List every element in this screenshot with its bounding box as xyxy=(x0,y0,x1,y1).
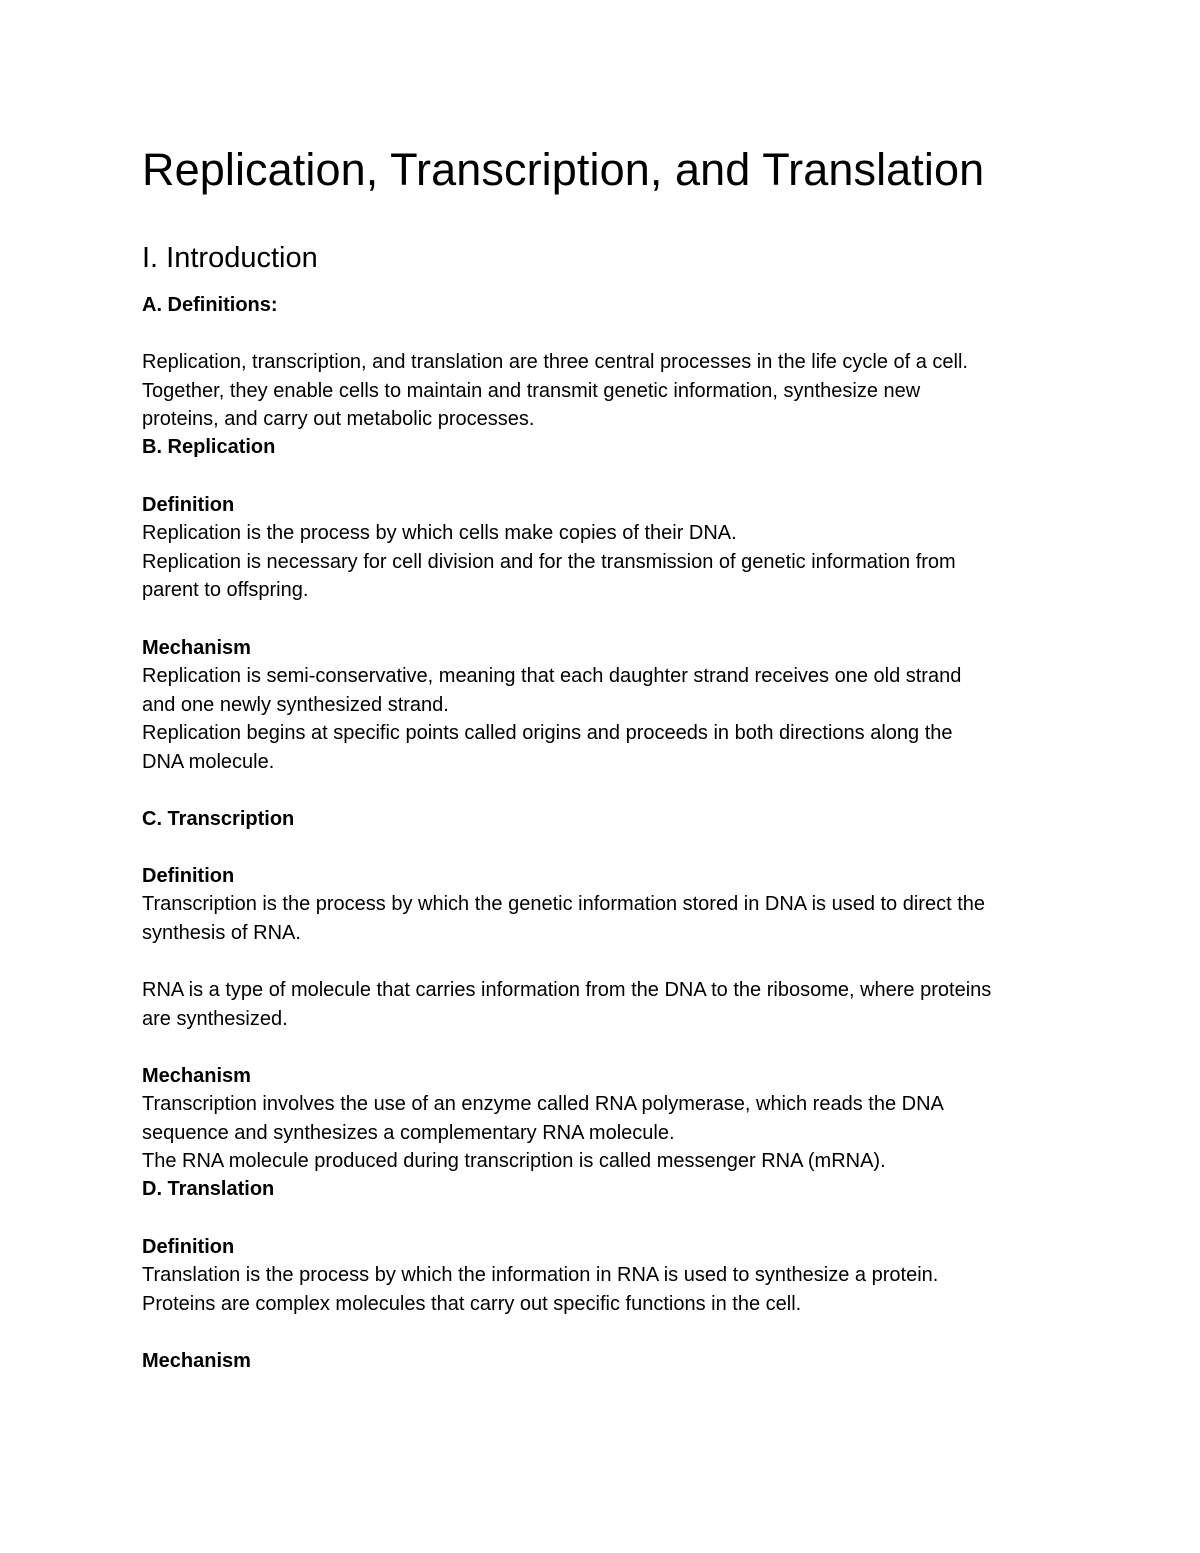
transcription-mechanism-line: Transcription involves the use of an enzyme called RNA polymerase, which reads the DNA xyxy=(142,1093,944,1115)
replication-mechanism-line: Replication begins at specific points called origins and proceeds in both directions along the xyxy=(142,722,953,745)
transcription-heading: C. Transcription xyxy=(142,808,295,830)
replication-mechanism-line: and one newly synthesized strand. xyxy=(142,693,449,716)
replication-definition-line: Replication is necessary for cell division and for the transmission of genetic information from xyxy=(142,550,956,573)
transcription-definition-line: synthesis of RNA. xyxy=(142,921,301,944)
translation-mechanism-label: Mechanism xyxy=(142,1350,251,1372)
transcription-mechanism-label: Mechanism xyxy=(142,1065,251,1087)
definitions-line: Together, they enable cells to maintain and transmit genetic information, synthesize new xyxy=(142,379,921,402)
translation-definition-label: Definition xyxy=(142,1236,235,1258)
section-heading-introduction: I. Introduction xyxy=(142,242,318,274)
replication-definition-line: parent to offspring. xyxy=(142,579,309,602)
definitions-line: Replication, transcription, and translation are three central processes in the life cycle of a cell. xyxy=(142,351,968,373)
translation-definition-paragraph xyxy=(142,1261,1072,1318)
translation-definition-line: Proteins are complex molecules that carry out specific functions in the cell. xyxy=(142,1292,802,1315)
replication-definition-paragraph xyxy=(142,519,1072,605)
replication-definition-line: Replication is the process by which cells make copies of their DNA. xyxy=(142,522,737,544)
transcription-mechanism-line: The RNA molecule produced during transcription is called messenger RNA (mRNA). xyxy=(142,1150,886,1173)
translation-definition-line: Translation is the process by which the information in RNA is used to synthesize a protein. xyxy=(142,1264,939,1286)
replication-mechanism-paragraph xyxy=(142,662,1072,776)
document-page xyxy=(142,142,1072,198)
transcription-rna-paragraph xyxy=(142,976,1072,1033)
definitions-paragraph xyxy=(142,348,1072,434)
transcription-definition-label: Definition xyxy=(142,865,235,887)
document-title: Replication, Transcription, and Translation xyxy=(142,144,985,195)
replication-mechanism-line: DNA molecule. xyxy=(142,750,275,773)
definitions-heading: A. Definitions: xyxy=(142,294,278,316)
translation-heading: D. Translation xyxy=(142,1178,275,1200)
transcription-rna-line: RNA is a type of molecule that carries information from the DNA to the ribosome, where proteins xyxy=(142,979,992,1001)
transcription-rna-line: are synthesized. xyxy=(142,1007,288,1030)
replication-heading: B. Replication xyxy=(142,436,276,458)
transcription-definition-line: Transcription is the process by which the genetic information stored in DNA is used to direct the xyxy=(142,893,985,915)
replication-mechanism-line: Replication is semi-conservative, meaning that each daughter strand receives one old strand xyxy=(142,665,962,687)
definitions-line: proteins, and carry out metabolic processes. xyxy=(142,408,535,431)
transcription-definition-paragraph xyxy=(142,890,1072,947)
replication-mechanism-label: Mechanism xyxy=(142,637,251,659)
transcription-mechanism-paragraph xyxy=(142,1090,1072,1176)
transcription-mechanism-line: sequence and synthesizes a complementary RNA molecule. xyxy=(142,1121,675,1144)
replication-definition-label: Definition xyxy=(142,494,235,516)
